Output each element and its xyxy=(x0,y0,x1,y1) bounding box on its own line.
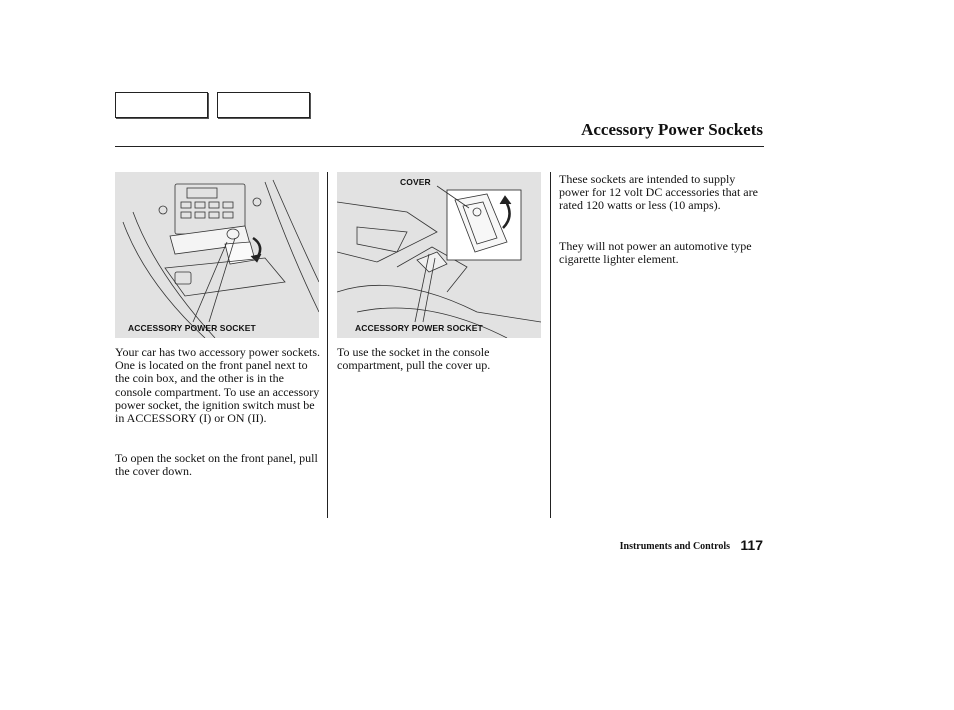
nav-tab-2[interactable] xyxy=(217,92,310,118)
title-rule xyxy=(115,146,764,147)
front-socket-illustration xyxy=(115,172,319,338)
front-socket-caption: ACCESSORY POWER SOCKET xyxy=(128,323,256,333)
column-divider-2 xyxy=(550,172,551,518)
lighter-warning-paragraph: They will not power an automotive type cigarette lighter element. xyxy=(559,239,752,267)
section-name: Instruments and Controls xyxy=(619,541,730,552)
cover-caption: COVER xyxy=(400,177,431,187)
front-socket-instructions: To open the socket on the front panel, pull the cover down. xyxy=(115,451,318,479)
intro-paragraph: Your car has two accessory power sockets. One is located on the front panel next to the coin box, and the other is in the console compartment. To use an accessory power socket, the ignition switch must be in ACCESSORY (I) or ON (II). xyxy=(115,345,321,426)
page-number: 117 xyxy=(740,537,763,553)
nav-tab-1[interactable] xyxy=(115,92,208,118)
console-socket-instructions: To use the socket in the console compartment, pull the cover up. xyxy=(337,345,491,373)
console-socket-caption: ACCESSORY POWER SOCKET xyxy=(355,323,483,333)
console-socket-illustration xyxy=(337,172,541,338)
page-title: Accessory Power Sockets xyxy=(581,120,763,139)
power-rating-paragraph: These sockets are intended to supply power for 12 volt DC accessories that are rated 120 watts or less (10 amps). xyxy=(559,172,758,213)
column-divider-1 xyxy=(327,172,328,518)
